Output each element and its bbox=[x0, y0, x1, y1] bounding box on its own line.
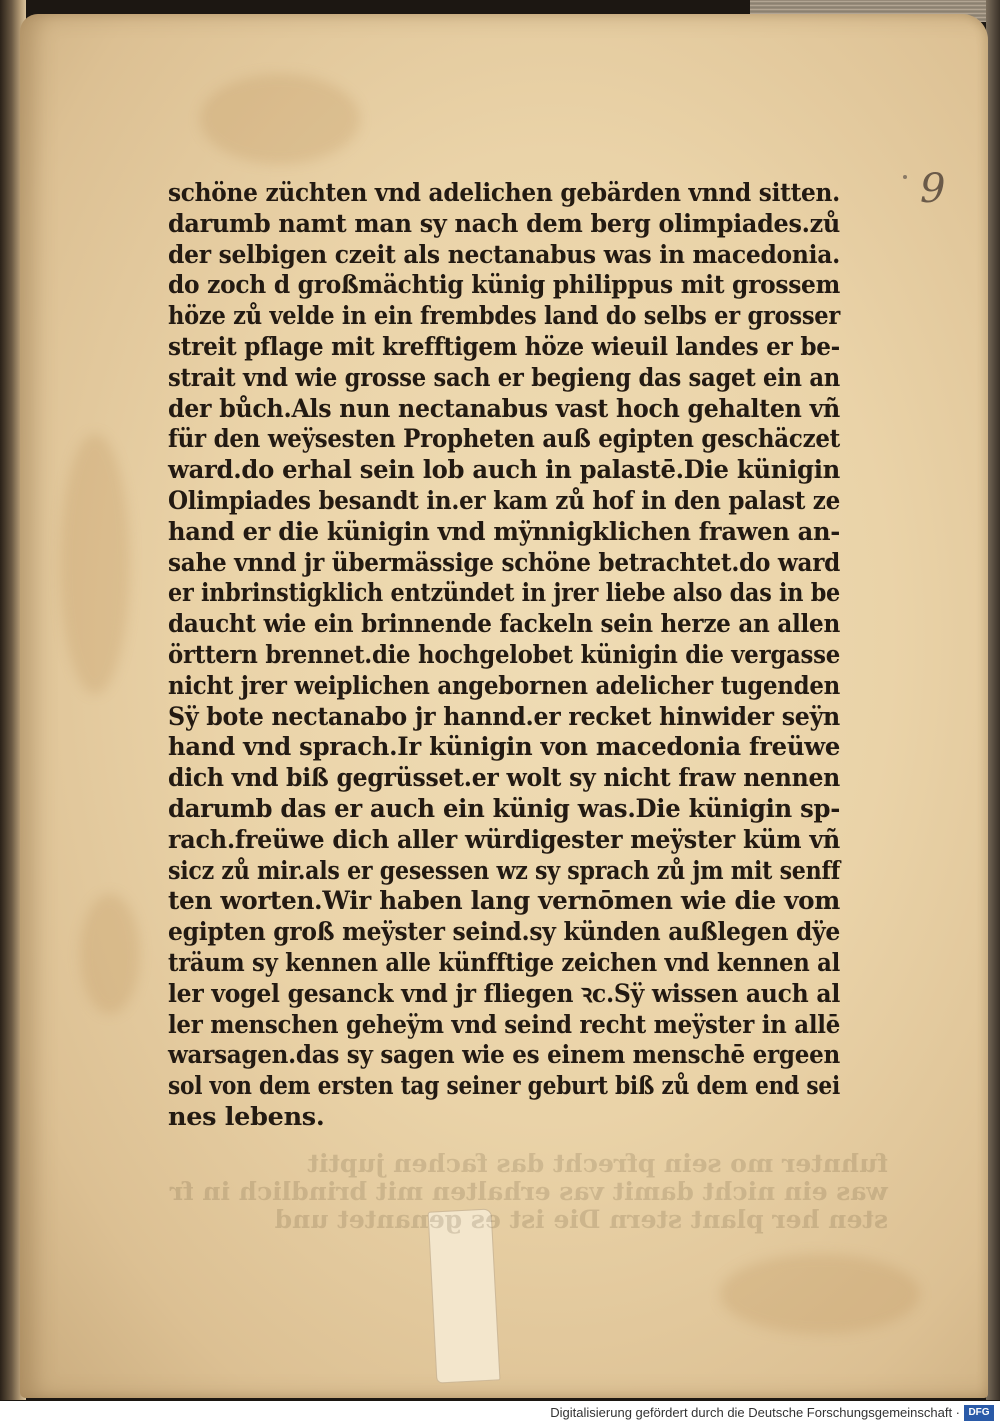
foxing-stain bbox=[200, 74, 360, 164]
text-line: daucht wie ein brinnende fackeln sein herze an allen bbox=[168, 609, 840, 640]
text-line: der selbigen czeit als nectanabus was in macedonia. bbox=[168, 239, 840, 270]
text-line: träum sy kennen alle künfftige zeichen vnd kennen al bbox=[168, 947, 840, 978]
foxing-stain bbox=[60, 434, 130, 694]
bleed-line: was ein nicht damit vas erhalten mit brindlich in fr bbox=[169, 1177, 888, 1206]
text-line: hand vnd sprach.Ir künigin von macedonia freüwe bbox=[168, 732, 840, 763]
text-line: do zoch d großmächtig künig philippus mit grossem bbox=[168, 270, 840, 301]
text-line: er inbrinstigklich entzündet in jrer liebe also das in be bbox=[168, 578, 840, 609]
text-line: sahe vnnd jr übermässige schöne betrachtet.do ward bbox=[168, 547, 840, 578]
blackletter-text-block bbox=[168, 178, 848, 1133]
text-line: örttern brennet.die hochgelobet künigin die vergasse bbox=[168, 639, 840, 670]
text-line: warsagen.das sy sagen wie es einem menschē ergeen bbox=[168, 1040, 840, 1071]
paper-repair-patch bbox=[428, 1208, 501, 1383]
text-line: Olimpiades besandt in.er kam zů hof in den palast ze bbox=[168, 485, 840, 516]
bleed-line: fuhnter mo sein pfrecht das fachen juptit bbox=[307, 1149, 888, 1178]
text-line: dich vnd biß gegrüsset.er wolt sy nicht fraw nennen bbox=[168, 763, 840, 794]
text-line: streit pflage mit krefftigem höze wieuil landes er be- bbox=[168, 331, 840, 362]
text-line: darumb namt man sy nach dem berg olimpiades.zů bbox=[168, 208, 840, 239]
folio-number: 9 bbox=[920, 166, 946, 212]
text-line: egipten groß meÿster seind.sy künden außlegen dÿe bbox=[168, 917, 840, 948]
text-line: für den weÿsesten Propheten auß egipten geschäczet bbox=[168, 424, 840, 455]
book-right-edge bbox=[986, 0, 1000, 1400]
funding-credit: Digitalisierung gefördert durch die Deutsche Forschungsgemeinschaft · bbox=[550, 1405, 960, 1420]
text-line: sol von dem ersten tag seiner geburt biß zů dem end sei bbox=[168, 1071, 840, 1102]
credit-bar bbox=[0, 1401, 1000, 1426]
foxing-stain bbox=[80, 894, 140, 1014]
text-line: nes lebens. bbox=[168, 1101, 325, 1132]
folio-mark-dot bbox=[903, 175, 907, 179]
text-line: der bůch.Als nun nectanabus vast hoch gehalten vñ bbox=[168, 393, 840, 424]
text-line: Sÿ bote nectanabo jr hannd.er recket hinwider seÿn bbox=[168, 701, 840, 732]
text-line: darumb das er auch ein künig was.Die künigin sp- bbox=[168, 793, 840, 824]
text-line: nicht jrer weiplichen angebornen adelicher tugenden bbox=[168, 670, 840, 701]
text-line: ler vogel gesanck vnd jr fliegen ꝛc.Sÿ wissen auch al bbox=[168, 978, 840, 1009]
text-line: höze zů velde in ein frembdes land do selbs er grosser bbox=[168, 301, 840, 332]
text-line: ward.do erhal sein lob auch in palastē.Die künigin bbox=[168, 455, 840, 486]
text-line: hand er die künigin vnd mÿnnigklichen frawen an- bbox=[168, 516, 840, 547]
bleed-through-text bbox=[169, 1149, 888, 1234]
text-line: ten worten.Wir haben lang vernōmen wie die vom bbox=[168, 886, 840, 917]
text-line: rach.freüwe dich aller würdigester meÿster küm vñ bbox=[168, 824, 840, 855]
dfg-logo: DFG bbox=[964, 1405, 994, 1421]
text-line: strait vnd wie grosse sach er begieng das saget ein an bbox=[168, 362, 840, 393]
text-line: sicz zů mir.als er gesessen wz sy sprach zů jm mit senff bbox=[168, 855, 840, 886]
text-line: schöne züchten vnd adelichen gebärden vnnd sitten. bbox=[168, 178, 840, 208]
foxing-stain bbox=[720, 1254, 920, 1334]
text-line: ler menschen geheÿm vnd seind recht meÿster in allē bbox=[168, 1009, 840, 1040]
bleed-line: sten her plant stern Die ist es genantet und bbox=[274, 1205, 888, 1234]
